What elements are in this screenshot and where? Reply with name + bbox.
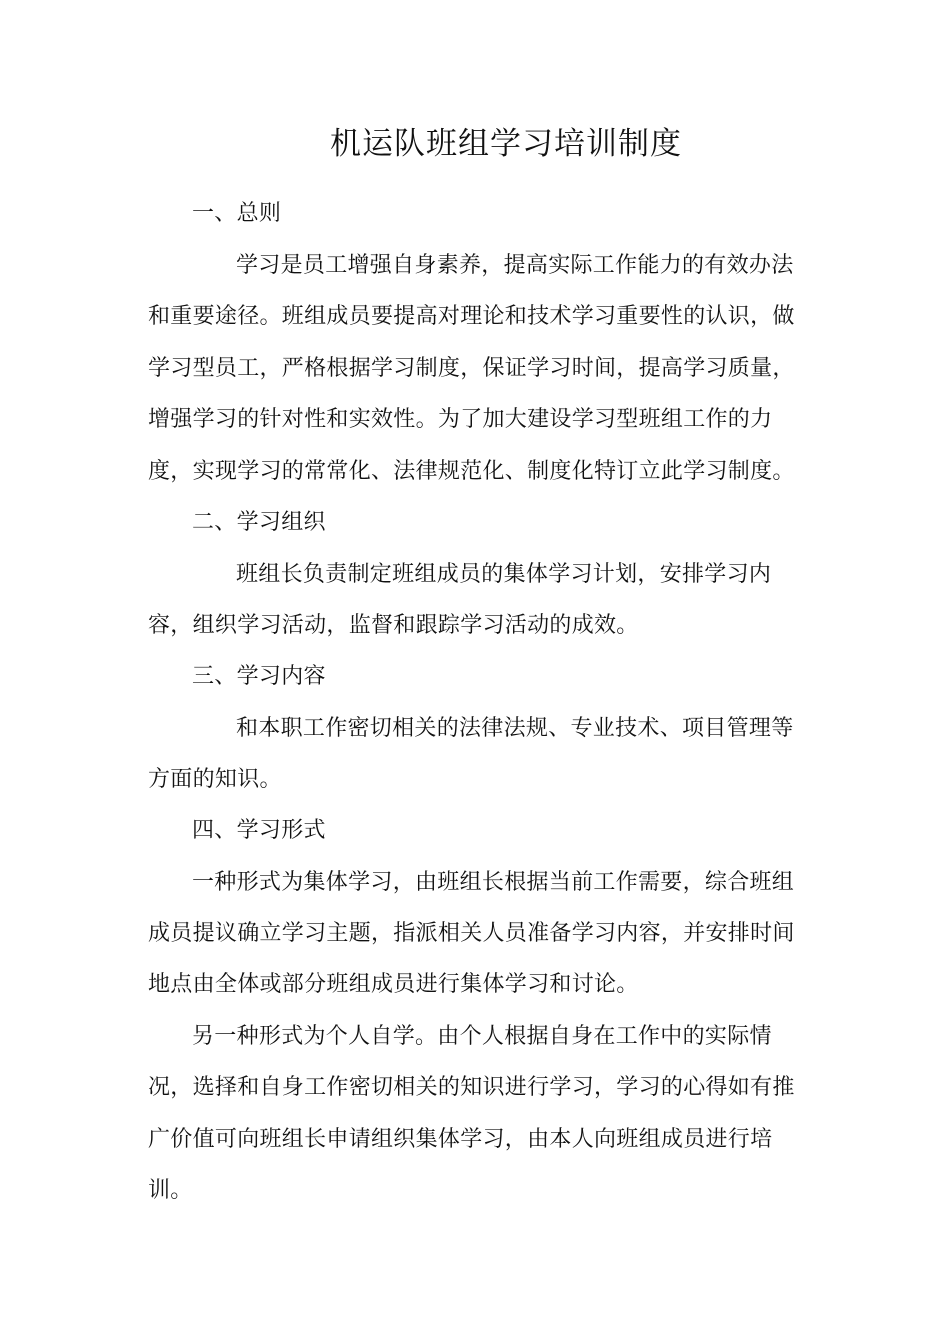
- paragraph-line: 增强学习的针对性和实效性。为了加大建设学习型班组工作的力: [148, 407, 773, 432]
- section-heading-organization: 二、学习组织: [192, 510, 326, 535]
- paragraph-line: 广价值可向班组长申请组织集体学习，由本人向班组成员进行培: [148, 1127, 773, 1152]
- document-title: 机运队班组学习培训制度: [330, 126, 682, 162]
- paragraph-line: 度，实现学习的常常化、法律规范化、制度化特订立此学习制度。: [148, 459, 795, 484]
- paragraph-line: 和本职工作密切相关的法律法规、专业技术、项目管理等: [236, 716, 794, 741]
- paragraph-line: 地点由全体或部分班组成员进行集体学习和讨论。: [148, 972, 639, 997]
- section-heading-general: 一、总则: [192, 201, 282, 226]
- paragraph-line: 方面的知识。: [148, 767, 282, 792]
- paragraph-line: 容，组织学习活动，监督和跟踪学习活动的成效。: [148, 613, 639, 638]
- paragraph-line: 况，选择和自身工作密切相关的知识进行学习，学习的心得如有推: [148, 1075, 795, 1100]
- paragraph-line: 成员提议确立学习主题，指派相关人员准备学习内容，并安排时间: [148, 921, 795, 946]
- paragraph-line: 学习型员工，严格根据学习制度，保证学习时间，提高学习质量，: [148, 356, 795, 381]
- paragraph-line: 另一种形式为个人自学。由个人根据自身在工作中的实际情: [192, 1024, 772, 1049]
- paragraph-line: 一种形式为集体学习，由班组长根据当前工作需要，综合班组: [192, 870, 795, 895]
- section-heading-format: 四、学习形式: [192, 818, 326, 843]
- paragraph-line: 班组长负责制定班组成员的集体学习计划，安排学习内: [236, 562, 772, 587]
- paragraph-line: 训。: [148, 1178, 193, 1203]
- paragraph-line: 学习是员工增强自身素养，提高实际工作能力的有效办法: [236, 253, 794, 278]
- paragraph-line: 和重要途径。班组成员要提高对理论和技术学习重要性的认识，做: [148, 304, 795, 329]
- section-heading-content: 三、学习内容: [192, 664, 326, 689]
